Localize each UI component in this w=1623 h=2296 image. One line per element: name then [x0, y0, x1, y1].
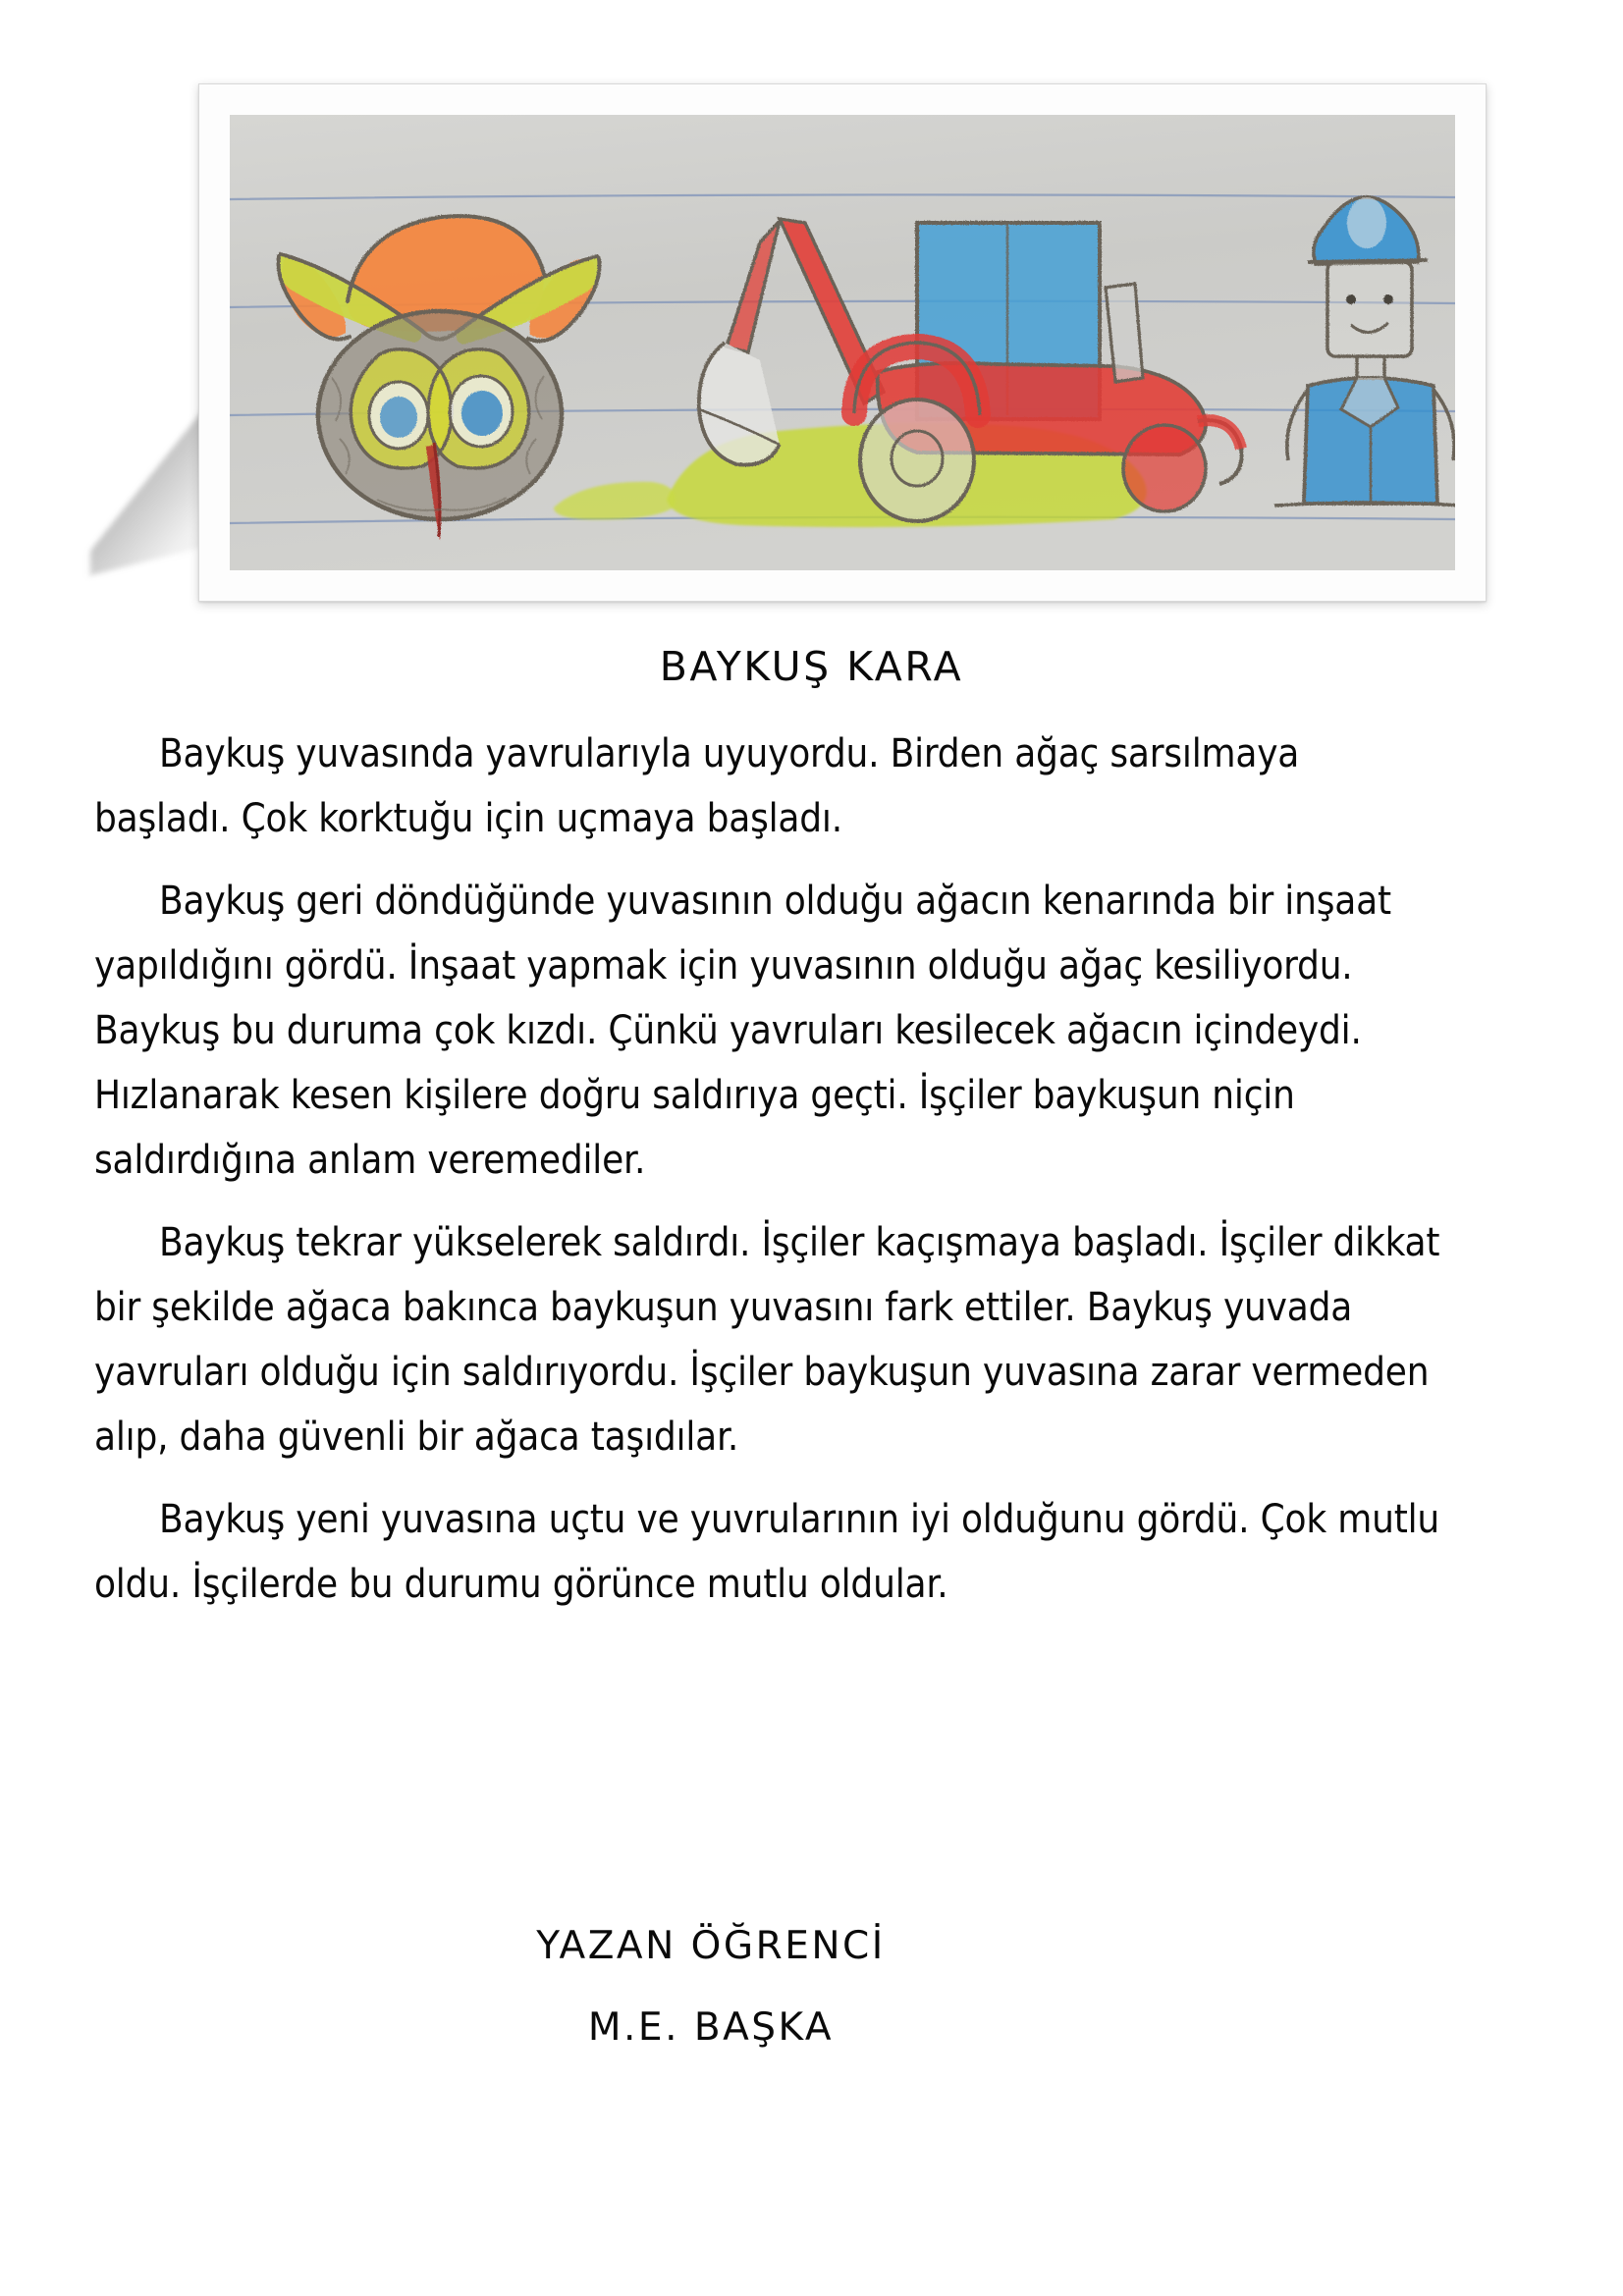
paragraph-4: Baykuş yeni yuvasına uçtu ve yuvrularının iyi olduğunu gördü. Çok mutlu oldu. İşçilerde bu durumu görünce mutlu oldular.: [94, 1497, 1440, 1607]
paragraph-3: Baykuş tekrar yükselerek saldırdı. İşçiler kaçışmaya başladı. İşçiler dikkat bir şekilde ağaca bakınca baykuşun yuvasını fark ettiler. Baykuş yuvada yavruları olduğu için saldırıyordu. İşçiler baykuşun yuvasına zarar vermeden alıp, daha güvenli bir ağaca taşıdılar.: [94, 1220, 1440, 1460]
illustration-figure: [198, 83, 1487, 602]
story-title: BAYKUŞ KARA: [659, 643, 964, 690]
paragraph-1: Baykuş yuvasında yavrularıyla uyuyordu. Birden ağaç sarsılmaya başladı. Çok korktuğu için uçmaya başladı.: [94, 731, 1300, 841]
paragraph-2: Baykuş geri döndüğünde yuvasının olduğu ağacın kenarında bir inşaat yapıldığını gördü. İnşaat yapmak için yuvasının olduğu ağaç kesiliyordu. Baykuş bu duruma çok kızdı. Çünkü yavruları kesilecek ağacın içindeydi. Hızlanarak kesen kişilere doğru saldırıya geçti. İşçiler baykuşun niçin saldırdığına anlam veremediler.: [94, 879, 1391, 1183]
signature-block: [0, 1924, 1623, 2050]
story-body: [94, 721, 1444, 1634]
signature-name: M.E. BAŞKA: [587, 2005, 835, 2050]
child-crayon-drawing: [230, 115, 1455, 570]
signature-role: YAZAN ÖĞRENCİ: [536, 1924, 886, 1968]
